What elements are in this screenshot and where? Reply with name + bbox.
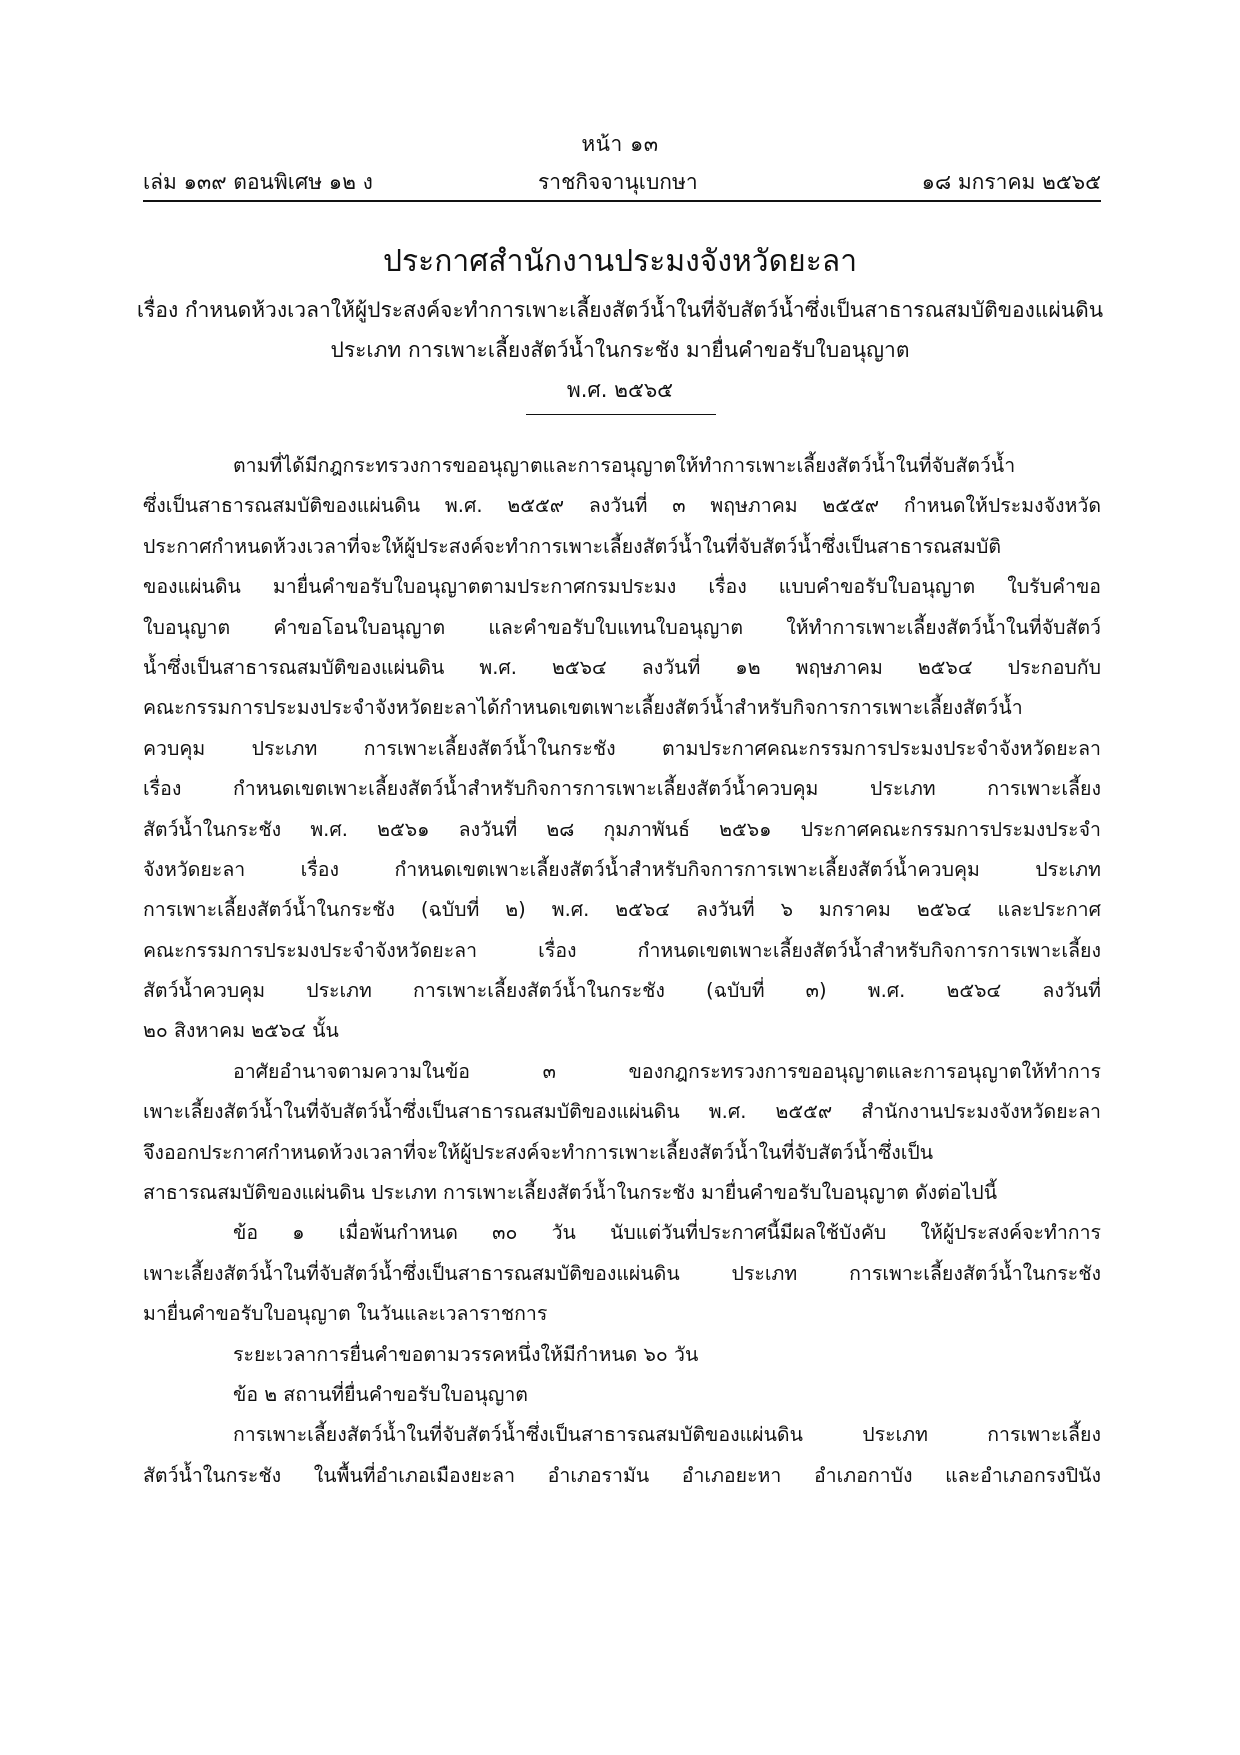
body-line: ควบคุม ประเภท การเพาะเลี้ยงสัตว์น้ำในกระชัง ตามประกาศคณะกรรมการประมงประจำจังหวัดยะลา [143, 736, 1101, 760]
subject-year: พ.ศ. ๒๕๖๕ [566, 378, 674, 402]
body-line: ซึ่งเป็นสาธารณสมบัติของแผ่นดิน พ.ศ. ๒๕๕๙ ลงวันที่ ๓ พฤษภาคม ๒๕๕๙ กำหนดให้ประมงจังหวัด [143, 494, 1101, 518]
body-line: เรื่อง กำหนดเขตเพาะเลี้ยงสัตว์น้ำสำหรับกิจการการเพาะเลี้ยงสัตว์น้ำควบคุม ประเภท การเพาะเลี้ยง [143, 777, 1101, 801]
body-line: สัตว์น้ำในกระชัง พ.ศ. ๒๕๖๑ ลงวันที่ ๒๘ กุมภาพันธ์ ๒๕๖๑ ประกาศคณะกรรมการประมงประจำ [143, 817, 1101, 841]
announcement-body [143, 446, 1101, 1496]
body-line: ตามที่ได้มีกฎกระทรวงการขออนุญาตและการอนุญาตให้ทำการเพาะเลี้ยงสัตว์น้ำในที่จับสัตว์น้ำ [233, 454, 1016, 477]
title-divider [526, 414, 716, 415]
body-line: สาธารณสมบัติของแผ่นดิน ประเภท การเพาะเลี้ยงสัตว์น้ำในกระชัง มายื่นคำขอรับใบอนุญาต ดังต่อไปนี้ [143, 1181, 998, 1205]
body-line: สัตว์น้ำควบคุม ประเภท การเพาะเลี้ยงสัตว์น้ำในกระชัง (ฉบับที่ ๓) พ.ศ. ๒๕๖๔ ลงวันที่ [143, 979, 1101, 1003]
body-line: คณะกรรมการประมงประจำจังหวัดยะลาได้กำหนดเขตเพาะเลี้ยงสัตว์น้ำสำหรับกิจการการเพาะเลี้ยงสัตว์น้ำ [143, 696, 1023, 720]
body-line: เพาะเลี้ยงสัตว์น้ำในที่จับสัตว์น้ำซึ่งเป็นสาธารณสมบัติของแผ่นดิน ประเภท การเพาะเลี้ยงสัตว์น้ำในกระชัง [143, 1261, 1101, 1285]
body-line: ประกาศกำหนดห้วงเวลาที่จะให้ผู้ประสงค์จะทำการเพาะเลี้ยงสัตว์น้ำในที่จับสัตว์น้ำซึ่งเป็นสาธารณสมบัติ [143, 534, 1001, 558]
subject-line: ประเภท การเพาะเลี้ยงสัตว์น้ำในกระชัง มายื่นคำขอรับใบอนุญาต [330, 338, 910, 362]
body-line: จังหวัดยะลา เรื่อง กำหนดเขตเพาะเลี้ยงสัตว์น้ำสำหรับกิจการการเพาะเลี้ยงสัตว์น้ำควบคุม ประเภท [143, 857, 1101, 881]
clause-1-line: ข้อ ๑ เมื่อพ้นกำหนด ๓๐ วัน นับแต่วันที่ประกาศนี้มีผลใช้บังคับ ให้ผู้ประสงค์จะทำการ [233, 1221, 1101, 1245]
page-number: หน้า ๑๓ [581, 132, 659, 156]
body-line: คณะกรรมการประมงประจำจังหวัดยะลา เรื่อง กำหนดเขตเพาะเลี้ยงสัตว์น้ำสำหรับกิจการการเพาะเลี้ยง [143, 938, 1101, 962]
body-line: ๒๐ สิงหาคม ๒๕๖๔ นั้น [143, 1019, 339, 1043]
body-line: มายื่นคำขอรับใบอนุญาต ในวันและเวลาราชการ [143, 1302, 548, 1326]
issue-date: ๑๘ มกราคม ๒๕๖๕ [921, 170, 1101, 194]
announcement-title: ประกาศสำนักงานประมงจังหวัดยะลา [382, 244, 858, 279]
gazette-name: ราชกิจจานุเบกษา [538, 170, 698, 194]
body-line: จึงออกประกาศกำหนดห้วงเวลาที่จะให้ผู้ประสงค์จะทำการเพาะเลี้ยงสัตว์น้ำในที่จับสัตว์น้ำซึ่งเป็น [143, 1140, 934, 1164]
body-line: เพาะเลี้ยงสัตว์น้ำในที่จับสัตว์น้ำซึ่งเป็นสาธารณสมบัติของแผ่นดิน พ.ศ. ๒๕๕๙ สำนักงานประมงจังหวัดยะลา [143, 1100, 1101, 1124]
running-header [143, 166, 1101, 196]
body-line: น้ำซึ่งเป็นสาธารณสมบัติของแผ่นดิน พ.ศ. ๒๕๖๔ ลงวันที่ ๑๒ พฤษภาคม ๒๕๖๔ ประกอบกับ [143, 655, 1101, 679]
clause-2-line: ข้อ ๒ สถานที่ยื่นคำขอรับใบอนุญาต [233, 1382, 528, 1406]
body-line: ใบอนุญาต คำขอโอนใบอนุญาต และคำขอรับใบแทนใบอนุญาต ให้ทำการเพาะเลี้ยงสัตว์น้ำในที่จับสัตว์ [143, 615, 1101, 639]
body-line: ระยะเวลาการยื่นคำขอตามวรรคหนึ่งให้มีกำหนด ๖๐ วัน [233, 1342, 699, 1366]
subject-line: เรื่อง กำหนดห้วงเวลาให้ผู้ประสงค์จะทำการเพาะเลี้ยงสัตว์น้ำในที่จับสัตว์น้ำซึ่งเป็นสาธารณสมบัติของแผ่นดิน [136, 298, 1104, 322]
body-line: การเพาะเลี้ยงสัตว์น้ำในที่จับสัตว์น้ำซึ่งเป็นสาธารณสมบัติของแผ่นดิน ประเภท การเพาะเลี้ยง [233, 1423, 1101, 1447]
body-line: สัตว์น้ำในกระชัง ในพื้นที่อำเภอเมืองยะลา อำเภอรามัน อำเภอยะหา อำเภอกาบัง และอำเภอกรงปินัง [143, 1463, 1101, 1487]
body-line: ของแผ่นดิน มายื่นคำขอรับใบอนุญาตตามประกาศกรมประมง เรื่อง แบบคำขอรับใบอนุญาต ใบรับคำขอ [143, 575, 1101, 599]
body-line: การเพาะเลี้ยงสัตว์น้ำในกระชัง (ฉบับที่ ๒) พ.ศ. ๒๕๖๔ ลงวันที่ ๖ มกราคม ๒๕๖๔ และประกาศ [143, 898, 1101, 922]
announcement-subject [0, 290, 1240, 410]
body-line: อาศัยอำนาจตามความในข้อ ๓ ของกฎกระทรวงการขออนุญาตและการอนุญาตให้ทำการ [233, 1059, 1101, 1083]
volume-issue: เล่ม ๑๓๙ ตอนพิเศษ ๑๒ ง [143, 170, 373, 194]
header-rule [143, 200, 1101, 202]
